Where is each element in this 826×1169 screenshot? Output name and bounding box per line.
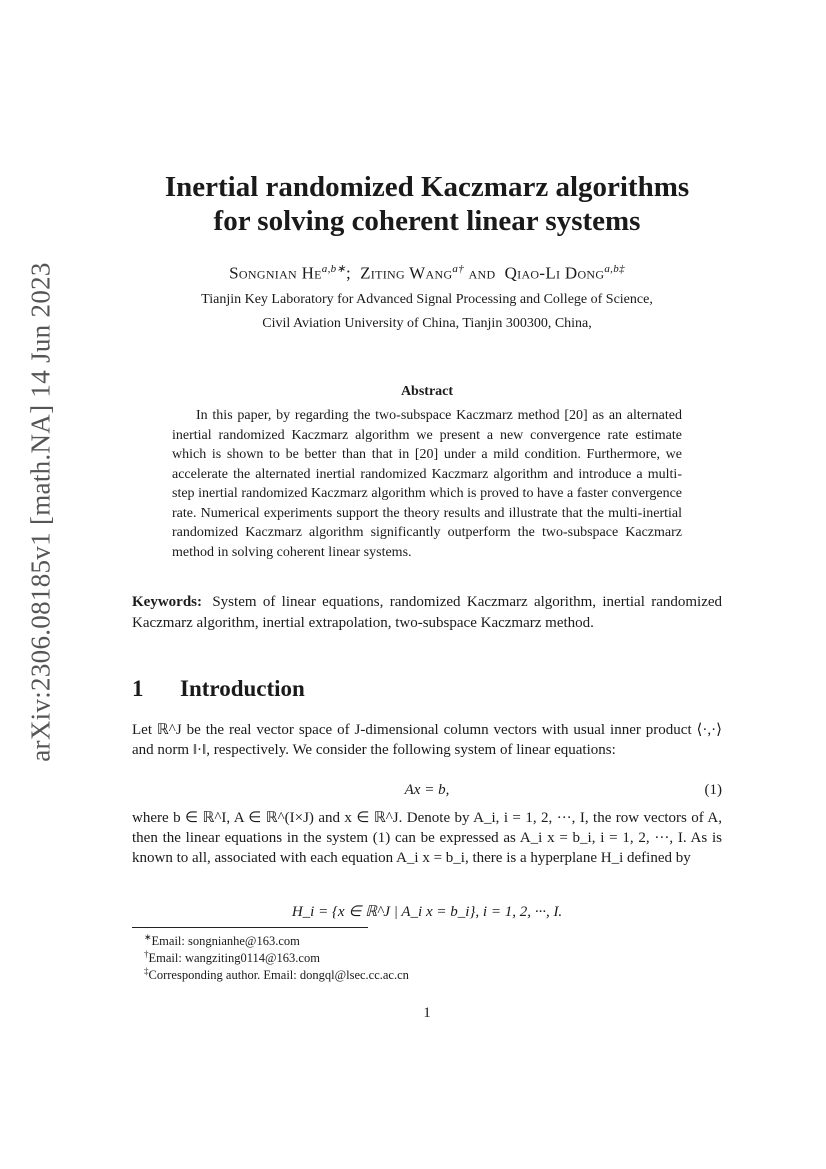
equation-1-body: Ax = b, (404, 782, 450, 798)
author-1-mark: a,b∗ (321, 263, 346, 275)
author-and: and (464, 263, 501, 283)
section-number: 1 (132, 676, 144, 701)
paper-title (132, 170, 722, 238)
footnote-3 (144, 966, 409, 983)
abstract-text: In this paper, by regarding the two-subspace Kaczmarz method [20] as an alternated inertial randomized Kaczmarz algorithm we present a new convergence rate estimate which is shown to be better than that in [20] under a mild condition. Furthermore, we accelerate the alternated inertial randomized Kaczmarz algorithm and introduce a multi-step inertial randomized Kaczmarz algorithm which is proved to have a faster convergence rate. Numerical experiments support the theory results and illustrate that the multi-inertial randomized Kaczmarz algorithm significantly outperform the two-subspace Kaczmarz method in solving coherent linear systems. (172, 408, 682, 560)
keywords (132, 592, 722, 634)
footnote-2-mark: † (144, 949, 149, 959)
footnote-rule (132, 927, 368, 928)
arxiv-identifier-text: arXiv:2306.08185v1 [math.NA] 14 Jun 2023 (25, 262, 56, 762)
title-line-1: Inertial randomized Kaczmarz algorithms (164, 171, 690, 203)
keywords-label: Keywords: (132, 594, 202, 610)
section-heading (132, 676, 305, 702)
author-2: Ziting Wang (360, 263, 453, 283)
equation-1 (132, 782, 722, 799)
author-3: Qiao-Li Dong (504, 263, 605, 283)
footnote-3-text: Corresponding author. Email: dongql@lsec.cc.ac.cn (148, 968, 409, 983)
author-list (132, 262, 722, 284)
footnote-1-text: Email: songnianhe@163.com (151, 934, 300, 949)
footnote-1-mark: ∗ (144, 932, 152, 942)
intro-paragraph-1: Let ℝ^J be the real vector space of J-dimensional column vectors with usual inner product ⟨·,·⟩ and norm ‖·‖, respectively. We consider the following system of linear equations: (132, 722, 722, 758)
footnote-2-text: Email: wangziting0114@163.com (148, 951, 320, 966)
section-title: Introduction (180, 676, 305, 701)
title-line-2: for solving coherent linear systems (213, 205, 641, 237)
footnote-1 (144, 932, 300, 949)
equation-2: H_i = {x ∈ ℝ^J | A_i x = b_i}, i = 1, 2, ···, I. (291, 904, 563, 920)
author-separator: ; (345, 263, 356, 283)
author-1: Songnian He (229, 263, 322, 283)
page-number: 1 (423, 1005, 431, 1021)
keywords-text: System of linear equations, randomized Kaczmarz algorithm, inertial randomized Kaczmarz algorithm, inertial extrapolation, two-subspace Kaczmarz method. (132, 594, 723, 631)
intro-paragraph-2: where b ∈ ℝ^I, A ∈ ℝ^(I×J) and x ∈ ℝ^J. Denote by A_i, i = 1, 2, ···, I, the row vectors of A, then the linear equations in the system (1) can be expressed as A_i x = b_i, i = 1, 2, ···, I. As is known to all, associated with each equation A_i x = b_i, there is a hyperplane H_i defined by (132, 810, 722, 866)
abstract-heading: Abstract (400, 384, 454, 399)
author-2-mark: a† (452, 263, 465, 275)
footnote-3-mark: ‡ (144, 966, 149, 976)
arxiv-identifier (16, 262, 66, 762)
equation-1-label: (1) (704, 782, 722, 798)
author-3-mark: a,b‡ (604, 263, 625, 275)
affiliation-line-1: Tianjin Key Laboratory for Advanced Signal Processing and College of Science, (201, 292, 653, 307)
footnote-2 (144, 949, 320, 966)
affiliation-line-2: Civil Aviation University of China, Tianjin 300300, China, (262, 316, 592, 331)
